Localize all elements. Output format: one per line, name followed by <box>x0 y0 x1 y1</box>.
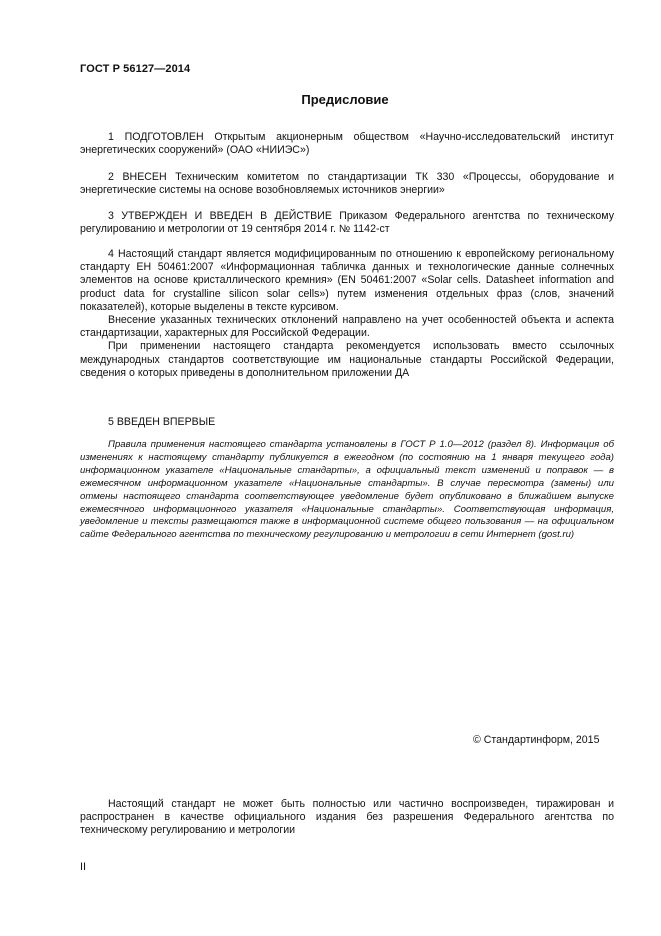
page-number: II <box>80 861 87 873</box>
item-2 <box>80 171 614 197</box>
standard-code: ГОСТ Р 56127—2014 <box>80 63 191 75</box>
item-1-text: 1 ПОДГОТОВЛЕН Открытым акционерным обществом «Научно-исследовательский институт энергетических сооружений» (ОАО «НИИЭС») <box>80 131 614 157</box>
reproduction-notice: Настоящий стандарт не может быть полностью или частично воспроизведен, тиражирован и распространен в качестве официального издания без разрешения Федерального агентства по техническому регулированию и метрологии <box>80 798 614 837</box>
copyright: © Стандартинформ, 2015 <box>473 734 600 746</box>
item-3 <box>80 210 614 236</box>
item-4-paragraph-1: 4 Настоящий стандарт является модифицированным по отношению к европейскому региональному стандарту ЕН 50461:2007 «Информационная табличка данных и технологические данные солнечных элементов на основе кристаллического кремния» (EN 50461:2007 «Solar cells. Datasheet information and product data for crystalline silicon solar cells») путем изменения отдельных фраз (слов, значений показателей), которые выделены в тексте курсивом. <box>80 248 614 313</box>
item-4-paragraph-3: При применении настоящего стандарта рекомендуется использовать вместо ссылочных международных стандартов соответствующие им национальные стандарты Российской Федерации, сведения о которых приведены в дополнительном приложении ДА <box>80 340 614 379</box>
page-title: Предисловие <box>301 92 389 107</box>
usage-note: Правила применения настоящего стандарта установлены в ГОСТ Р 1.0—2012 (раздел 8). Информация об изменениях к настоящему стандарту публикуется в ежегодном (по состоянию на 1 января текущего года) информационном указателе «Национальные стандарты», а официальный текст изменений и поправок — в ежемесячном информационном указателе «Национальные стандарты». В случае пересмотра (замены) или отмены настоящего стандарта соответствующее уведомление будет опубликовано в ближайшем выпуске ежемесячного информационного указателя «Национальные стандарты». Соответствующая информация, уведомление и тексты размещаются также в информационной системе общего пользования — на официальном сайте Федерального агентства по техническому регулированию и метрологии в сети Интернет (gost.ru) <box>80 439 614 541</box>
item-1 <box>80 131 614 157</box>
item-5-text: 5 ВВЕДЕН ВПЕРВЫЕ <box>108 416 216 428</box>
item-5 <box>80 416 614 429</box>
item-3-text: 3 УТВЕРЖДЕН И ВВЕДЕН В ДЕЙСТВИЕ Приказом Федерального агентства по техническому регулированию и метрологии от 19 сентября 2014 г. № 1142-ст <box>80 210 614 236</box>
item-4-paragraph-2: Внесение указанных технических отклонений направлено на учет особенностей объекта и аспекта стандартизации, характерных для Российской Федерации. <box>80 314 614 340</box>
item-4 <box>80 248 614 380</box>
item-2-text: 2 ВНЕСЕН Техническим комитетом по стандартизации ТК 330 «Процессы, оборудование и энергетические системы на основе возобновляемых источников энергии» <box>80 171 614 197</box>
